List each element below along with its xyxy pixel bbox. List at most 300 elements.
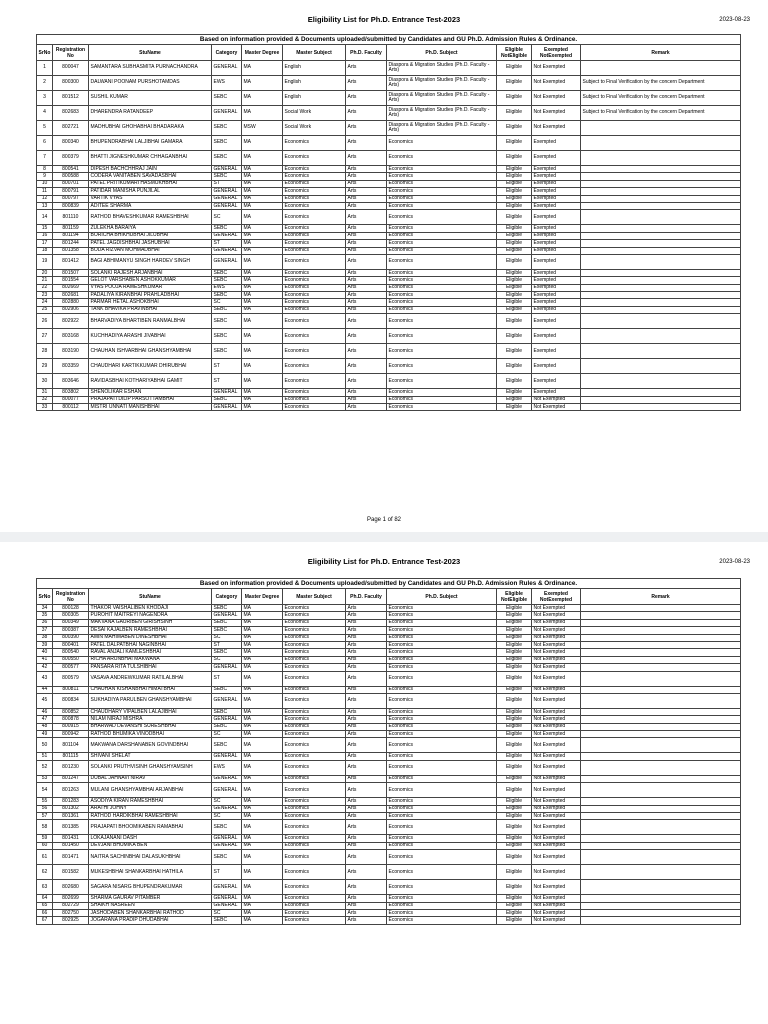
cell-student-name: DUBAL JAHNAVI NIRAV xyxy=(89,775,212,782)
cell-category: SEBC xyxy=(212,917,242,924)
cell-master-degree: MA xyxy=(242,166,283,173)
cell-registration-no: 800390 xyxy=(53,634,89,641)
cell-eligibility: Eligible xyxy=(497,850,532,865)
cell-phd-faculty: Arts xyxy=(346,842,387,849)
cell-master-subject: Economics xyxy=(283,619,346,626)
cell-master-subject: Economics xyxy=(283,202,346,209)
cell-registration-no: 802906 xyxy=(53,306,89,313)
table-row xyxy=(37,247,741,254)
cell-master-subject: Economics xyxy=(283,254,346,269)
cell-master-degree: MA xyxy=(242,850,283,865)
cell-category: EWS xyxy=(212,76,242,91)
cell-eligibility: Eligible xyxy=(497,292,532,299)
cell-registration-no: 803802 xyxy=(53,389,89,396)
cell-eligibility: Eligible xyxy=(497,232,532,239)
cell-phd-faculty: Arts xyxy=(346,664,387,671)
cell-category: SEBC xyxy=(212,173,242,180)
table-row xyxy=(37,136,741,151)
cell-category: SC xyxy=(212,656,242,663)
table-row xyxy=(37,686,741,693)
cell-student-name: DALWANI POONAM PURSHOTAMDAS xyxy=(89,76,212,91)
cell-exemption: Not Exempted xyxy=(532,798,581,805)
cell-student-name: PADALIYA KIRANBHAI PRAHLADBHAI xyxy=(89,292,212,299)
cell-phd-faculty: Arts xyxy=(346,173,387,180)
cell-student-name: PATEL DALPATBHAI NAGINBHAI xyxy=(89,641,212,648)
cell-student-name: PATIDAR MANISHA PUNJILAL xyxy=(89,188,212,195)
cell-category: SEBC xyxy=(212,344,242,359)
cell-exemption: Not Exempted xyxy=(532,671,581,686)
cell-registration-no: 800550 xyxy=(53,656,89,663)
cell-remark: Subject to Final Verification by the concern Department xyxy=(581,76,741,91)
document-title: Eligibility List for Ph.D. Entrance Test-2023 xyxy=(307,15,461,24)
cell-remark xyxy=(581,396,741,403)
cell-student-name: SHARMA GAURAV PITAMBER xyxy=(89,895,212,902)
table-row xyxy=(37,76,741,91)
cell-category: SC xyxy=(212,299,242,306)
cell-srno: 52 xyxy=(37,760,53,775)
cell-student-name: JOGARANA PRADIP DHUDABHAI xyxy=(89,917,212,924)
cell-category: SEBC xyxy=(212,91,242,106)
table-row xyxy=(37,671,741,686)
table-row xyxy=(37,783,741,798)
cell-category: GENERAL xyxy=(212,835,242,842)
cell-student-name: SUSHIL KUMAR xyxy=(89,91,212,106)
table-banner: Based on information provided & Documents uploaded/submitted by Candidates and GU Ph.D. Admission Rules & Ordinance. xyxy=(37,35,741,45)
cell-phd-subject: Economics xyxy=(387,708,497,715)
cell-remark xyxy=(581,389,741,396)
cell-phd-subject: Economics xyxy=(387,151,497,166)
cell-phd-faculty: Arts xyxy=(346,775,387,782)
cell-phd-faculty: Arts xyxy=(346,716,387,723)
cell-student-name: BODA RIZVAN MOHMADBHAI xyxy=(89,247,212,254)
cell-student-name: THAKOR VAISHALIBEN KHODAJI xyxy=(89,605,212,612)
cell-registration-no: 802922 xyxy=(53,314,89,329)
cell-student-name: PATEL PRITIKUMARI HASMUKHBHAI xyxy=(89,180,212,187)
cell-registration-no: 800579 xyxy=(53,671,89,686)
cell-master-degree: MA xyxy=(242,306,283,313)
cell-eligibility: Eligible xyxy=(497,269,532,276)
table-row xyxy=(37,798,741,805)
cell-phd-subject: Economics xyxy=(387,359,497,374)
cell-eligibility: Eligible xyxy=(497,188,532,195)
table-row xyxy=(37,151,741,166)
cell-student-name: RATHOD HARDIKBHAI RAMESHBHAI xyxy=(89,813,212,820)
cell-master-degree: MA xyxy=(242,292,283,299)
cell-remark xyxy=(581,850,741,865)
cell-category: GENERAL xyxy=(212,775,242,782)
cell-exemption: Exempted xyxy=(532,374,581,389)
cell-registration-no: 801110 xyxy=(53,210,89,225)
column-header-master-subject: Master Subject xyxy=(283,589,346,605)
cell-remark xyxy=(581,627,741,634)
table-row xyxy=(37,225,741,232)
cell-eligibility: Eligible xyxy=(497,813,532,820)
cell-master-subject: Economics xyxy=(283,731,346,738)
cell-remark xyxy=(581,299,741,306)
cell-remark xyxy=(581,404,741,411)
cell-phd-subject: Economics xyxy=(387,634,497,641)
cell-remark xyxy=(581,753,741,760)
column-header-master-degree: Master Degree xyxy=(242,589,283,605)
cell-srno: 10 xyxy=(37,180,53,187)
cell-remark xyxy=(581,247,741,254)
cell-remark xyxy=(581,880,741,895)
cell-master-subject: Economics xyxy=(283,314,346,329)
cell-remark xyxy=(581,634,741,641)
cell-student-name: PARMAR HETAL ASHOKBHAI xyxy=(89,299,212,306)
cell-master-subject: Economics xyxy=(283,693,346,708)
cell-registration-no: 801263 xyxy=(53,783,89,798)
cell-registration-no: 800834 xyxy=(53,693,89,708)
cell-registration-no: 802681 xyxy=(53,292,89,299)
cell-phd-faculty: Arts xyxy=(346,798,387,805)
table-row xyxy=(37,396,741,403)
cell-remark xyxy=(581,693,741,708)
cell-phd-faculty: Arts xyxy=(346,284,387,291)
cell-category: GENERAL xyxy=(212,753,242,760)
cell-remark xyxy=(581,314,741,329)
cell-registration-no: 801302 xyxy=(53,805,89,812)
cell-registration-no: 801104 xyxy=(53,738,89,753)
cell-phd-faculty: Arts xyxy=(346,917,387,924)
cell-phd-subject: Economics xyxy=(387,805,497,812)
cell-phd-faculty: Arts xyxy=(346,404,387,411)
cell-exemption: Not Exempted xyxy=(532,61,581,76)
cell-registration-no: 800128 xyxy=(53,605,89,612)
cell-category: SEBC xyxy=(212,738,242,753)
cell-phd-subject: Economics xyxy=(387,649,497,656)
cell-master-degree: MA xyxy=(242,723,283,730)
cell-remark xyxy=(581,374,741,389)
cell-category: SEBC xyxy=(212,605,242,612)
cell-registration-no: 800047 xyxy=(53,61,89,76)
table-row xyxy=(37,329,741,344)
cell-master-degree: MA xyxy=(242,902,283,909)
cell-exemption: Not Exempted xyxy=(532,404,581,411)
cell-srno: 34 xyxy=(37,605,53,612)
cell-phd-subject: Economics xyxy=(387,813,497,820)
cell-remark xyxy=(581,277,741,284)
cell-remark xyxy=(581,232,741,239)
cell-exemption: Not Exempted xyxy=(532,835,581,842)
table-row xyxy=(37,753,741,760)
cell-master-subject: Economics xyxy=(283,805,346,812)
cell-remark xyxy=(581,641,741,648)
cell-eligibility: Eligible xyxy=(497,284,532,291)
cell-category: GENERAL xyxy=(212,254,242,269)
table-row xyxy=(37,842,741,849)
cell-srno: 38 xyxy=(37,634,53,641)
table-row xyxy=(37,314,741,329)
cell-remark xyxy=(581,731,741,738)
cell-phd-subject: Economics xyxy=(387,850,497,865)
cell-registration-no: 803646 xyxy=(53,374,89,389)
cell-master-degree: MA xyxy=(242,202,283,209)
cell-student-name: MULANI GHANSHYAMBHAI ARJANBHAI xyxy=(89,783,212,798)
cell-srno: 12 xyxy=(37,195,53,202)
cell-master-degree: MA xyxy=(242,269,283,276)
cell-phd-faculty: Arts xyxy=(346,731,387,738)
cell-phd-faculty: Arts xyxy=(346,389,387,396)
cell-master-subject: Economics xyxy=(283,173,346,180)
cell-registration-no: 800942 xyxy=(53,731,89,738)
cell-master-degree: MA xyxy=(242,783,283,798)
cell-eligibility: Eligible xyxy=(497,783,532,798)
cell-phd-subject: Economics xyxy=(387,909,497,916)
cell-phd-faculty: Arts xyxy=(346,813,387,820)
cell-category: GENERAL xyxy=(212,880,242,895)
column-header-student-name: StuName xyxy=(89,45,212,61)
cell-master-subject: Economics xyxy=(283,895,346,902)
cell-student-name: DIPESH BACHCHHRAJ JAIN xyxy=(89,166,212,173)
cell-phd-faculty: Arts xyxy=(346,783,387,798)
column-header-category: Category xyxy=(212,589,242,605)
cell-phd-subject: Economics xyxy=(387,627,497,634)
cell-exemption: Not Exempted xyxy=(532,753,581,760)
cell-phd-faculty: Arts xyxy=(346,686,387,693)
cell-master-degree: MA xyxy=(242,753,283,760)
cell-phd-subject: Economics xyxy=(387,396,497,403)
cell-registration-no: 800811 xyxy=(53,686,89,693)
cell-category: GENERAL xyxy=(212,612,242,619)
cell-exemption: Not Exempted xyxy=(532,820,581,835)
cell-category: GENERAL xyxy=(212,195,242,202)
cell-master-subject: Economics xyxy=(283,820,346,835)
cell-category: GENERAL xyxy=(212,842,242,849)
table-row xyxy=(37,269,741,276)
table-row xyxy=(37,619,741,626)
cell-registration-no: 801507 xyxy=(53,269,89,276)
cell-srno: 27 xyxy=(37,329,53,344)
cell-phd-subject: Economics xyxy=(387,284,497,291)
table-row xyxy=(37,210,741,225)
cell-eligibility: Eligible xyxy=(497,277,532,284)
cell-remark xyxy=(581,649,741,656)
cell-master-subject: Economics xyxy=(283,723,346,730)
cell-eligibility: Eligible xyxy=(497,202,532,209)
cell-master-subject: Economics xyxy=(283,605,346,612)
cell-remark xyxy=(581,902,741,909)
cell-eligibility: Eligible xyxy=(497,716,532,723)
cell-category: GENERAL xyxy=(212,404,242,411)
cell-master-subject: Economics xyxy=(283,329,346,344)
cell-registration-no: 802880 xyxy=(53,299,89,306)
cell-phd-faculty: Arts xyxy=(346,634,387,641)
cell-master-degree: MA xyxy=(242,693,283,708)
cell-srno: 6 xyxy=(37,136,53,151)
cell-srno: 16 xyxy=(37,232,53,239)
cell-master-degree: MA xyxy=(242,76,283,91)
cell-registration-no: 801358 xyxy=(53,247,89,254)
cell-master-degree: MA xyxy=(242,91,283,106)
cell-student-name: PRAJAPATI DILIP PARSOTTAMBHAI xyxy=(89,396,212,403)
cell-master-degree: MA xyxy=(242,284,283,291)
cell-phd-subject: Economics xyxy=(387,254,497,269)
cell-remark xyxy=(581,805,741,812)
table-row xyxy=(37,344,741,359)
cell-phd-faculty: Arts xyxy=(346,106,387,121)
cell-remark xyxy=(581,605,741,612)
cell-master-degree: MA xyxy=(242,813,283,820)
cell-category: GENERAL xyxy=(212,902,242,909)
cell-registration-no: 801412 xyxy=(53,254,89,269)
cell-remark xyxy=(581,895,741,902)
cell-phd-faculty: Arts xyxy=(346,166,387,173)
table-row xyxy=(37,359,741,374)
cell-remark xyxy=(581,783,741,798)
cell-remark xyxy=(581,909,741,916)
cell-registration-no: 801512 xyxy=(53,91,89,106)
cell-category: GENERAL xyxy=(212,202,242,209)
cell-exemption: Exempted xyxy=(532,329,581,344)
cell-exemption: Not Exempted xyxy=(532,656,581,663)
cell-master-subject: Economics xyxy=(283,240,346,247)
cell-exemption: Exempted xyxy=(532,195,581,202)
cell-exemption: Not Exempted xyxy=(532,805,581,812)
cell-master-subject: Economics xyxy=(283,738,346,753)
cell-phd-subject: Economics xyxy=(387,202,497,209)
cell-phd-subject: Economics xyxy=(387,835,497,842)
table-row xyxy=(37,805,741,812)
cell-exemption: Exempted xyxy=(532,359,581,374)
cell-remark xyxy=(581,716,741,723)
table-row xyxy=(37,649,741,656)
cell-eligibility: Eligible xyxy=(497,805,532,812)
cell-student-name: PRAJAPATI BHOOMIKABEN RAMABHAI xyxy=(89,820,212,835)
cell-registration-no: 800349 xyxy=(53,619,89,626)
cell-category: GENERAL xyxy=(212,247,242,254)
cell-phd-faculty: Arts xyxy=(346,396,387,403)
page-header xyxy=(0,554,768,570)
cell-eligibility: Eligible xyxy=(497,299,532,306)
cell-master-subject: Economics xyxy=(283,180,346,187)
cell-eligibility: Eligible xyxy=(497,641,532,648)
cell-student-name: MADHUBHAI GHOHABHAI BHADARAKA xyxy=(89,121,212,136)
cell-phd-subject: Economics xyxy=(387,374,497,389)
cell-exemption: Exempted xyxy=(532,210,581,225)
cell-student-name: RAVAL ANJALI KAMLESHBHAI xyxy=(89,649,212,656)
column-header-phd-subject: Ph.D. Subject xyxy=(387,589,497,605)
cell-master-subject: Economics xyxy=(283,188,346,195)
column-header-eligibility: Eligible NotEligible xyxy=(497,589,532,605)
cell-eligibility: Eligible xyxy=(497,329,532,344)
cell-remark xyxy=(581,225,741,232)
cell-phd-faculty: Arts xyxy=(346,314,387,329)
cell-eligibility: Eligible xyxy=(497,389,532,396)
cell-master-degree: MA xyxy=(242,188,283,195)
cell-srno: 46 xyxy=(37,708,53,715)
cell-eligibility: Eligible xyxy=(497,731,532,738)
table-row xyxy=(37,693,741,708)
cell-master-subject: Economics xyxy=(283,292,346,299)
cell-srno: 48 xyxy=(37,723,53,730)
cell-phd-subject: Economics xyxy=(387,173,497,180)
cell-phd-faculty: Arts xyxy=(346,269,387,276)
cell-phd-faculty: Arts xyxy=(346,738,387,753)
cell-eligibility: Eligible xyxy=(497,723,532,730)
cell-master-degree: MA xyxy=(242,396,283,403)
column-header-registration-no: Registration No xyxy=(53,45,89,61)
cell-remark xyxy=(581,656,741,663)
column-header-phd-faculty: Ph.D. Faculty xyxy=(346,589,387,605)
cell-srno: 21 xyxy=(37,277,53,284)
cell-remark xyxy=(581,269,741,276)
cell-master-degree: MA xyxy=(242,232,283,239)
table-row xyxy=(37,716,741,723)
cell-master-degree: MA xyxy=(242,210,283,225)
cell-category: ST xyxy=(212,865,242,880)
cell-phd-faculty: Arts xyxy=(346,619,387,626)
table-row xyxy=(37,760,741,775)
cell-phd-faculty: Arts xyxy=(346,820,387,835)
cell-master-degree: MA xyxy=(242,605,283,612)
cell-exemption: Exempted xyxy=(532,136,581,151)
cell-phd-subject: Economics xyxy=(387,686,497,693)
cell-remark xyxy=(581,671,741,686)
cell-remark xyxy=(581,166,741,173)
cell-phd-subject: Economics xyxy=(387,247,497,254)
cell-master-subject: English xyxy=(283,61,346,76)
cell-eligibility: Eligible xyxy=(497,798,532,805)
cell-remark xyxy=(581,254,741,269)
cell-master-degree: MA xyxy=(242,805,283,812)
cell-master-degree: MSW xyxy=(242,121,283,136)
cell-registration-no: 801230 xyxy=(53,760,89,775)
cell-master-subject: Economics xyxy=(283,210,346,225)
cell-eligibility: Eligible xyxy=(497,61,532,76)
cell-master-degree: MA xyxy=(242,254,283,269)
cell-phd-subject: Economics xyxy=(387,188,497,195)
cell-remark xyxy=(581,820,741,835)
cell-student-name: SHIVANI SHELAT xyxy=(89,753,212,760)
cell-master-subject: Economics xyxy=(283,195,346,202)
cell-phd-subject: Economics xyxy=(387,753,497,760)
cell-student-name: RATHOD BHUMIKA VINODBHAI xyxy=(89,731,212,738)
cell-phd-faculty: Arts xyxy=(346,708,387,715)
cell-exemption: Not Exempted xyxy=(532,760,581,775)
cell-category: SEBC xyxy=(212,329,242,344)
table-row xyxy=(37,865,741,880)
cell-exemption: Exempted xyxy=(532,240,581,247)
cell-category: SC xyxy=(212,634,242,641)
cell-remark xyxy=(581,723,741,730)
cell-srno: 25 xyxy=(37,306,53,313)
cell-srno: 45 xyxy=(37,693,53,708)
cell-registration-no: 800701 xyxy=(53,180,89,187)
cell-srno: 37 xyxy=(37,627,53,634)
cell-phd-subject: Economics xyxy=(387,404,497,411)
table-row xyxy=(37,820,741,835)
cell-category: ST xyxy=(212,180,242,187)
cell-category: SEBC xyxy=(212,708,242,715)
cell-srno: 57 xyxy=(37,813,53,820)
cell-eligibility: Eligible xyxy=(497,166,532,173)
cell-student-name: PUROHIT MAITREYI NAGENDRA xyxy=(89,612,212,619)
table-row xyxy=(37,299,741,306)
cell-phd-subject: Economics xyxy=(387,664,497,671)
cell-srno: 59 xyxy=(37,835,53,842)
table-row xyxy=(37,634,741,641)
cell-eligibility: Eligible xyxy=(497,649,532,656)
cell-master-degree: MA xyxy=(242,247,283,254)
cell-master-subject: Economics xyxy=(283,232,346,239)
cell-category: GENERAL xyxy=(212,389,242,396)
cell-master-degree: MA xyxy=(242,106,283,121)
column-header-remark: Remark xyxy=(581,589,741,605)
cell-category: GENERAL xyxy=(212,232,242,239)
column-header-phd-subject: Ph.D. Subject xyxy=(387,45,497,61)
cell-eligibility: Eligible xyxy=(497,842,532,849)
